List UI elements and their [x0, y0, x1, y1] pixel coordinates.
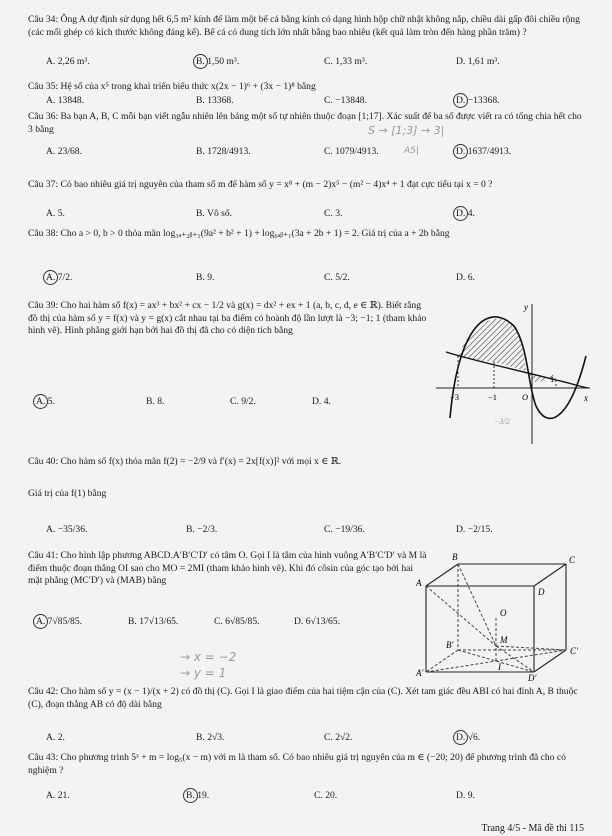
q34-option-b: B. 1,50 m³. — [196, 56, 240, 67]
q38-option-d: D. 6. — [456, 272, 475, 283]
handwritten-note: S → [1;3] → 3| — [368, 124, 445, 137]
vertex-label: D′ — [528, 673, 537, 682]
answer-circle-mark — [453, 144, 468, 159]
q42-option-c: C. 2√2. — [324, 732, 353, 743]
segment — [496, 646, 566, 650]
y-axis-label: y — [524, 302, 528, 312]
question-40-text: Câu 40: Cho hàm số f(x) thỏa mãn f(2) = −2/9 và f′(x) = 2x[f(x)]² với mọi x ∈ ℝ. — [28, 456, 342, 467]
answer-circle-mark — [193, 54, 208, 69]
q35-option-d: D. −13368. — [456, 95, 500, 106]
question-39 — [28, 300, 428, 338]
q35-option-b: B. 13368. — [196, 95, 234, 106]
question-34 — [28, 14, 588, 39]
tick-label: −1 — [488, 392, 498, 402]
question-34-text: Câu 34: Ông A dự định sử dụng hết 6,5 m² kính để làm một bể cá bằng kính có dạng hình hộp chữ nhật không nắp, chiều dài gấp đôi chiều rộng (các mối ghép có kích thước không đáng kể). Bể cá có dung tích lớn nhất bằng bao nhiêu (kết quả làm tròn đến hàng phần trăm) ? — [28, 14, 580, 38]
q39-option-c: C. 9/2. — [230, 396, 256, 407]
segment — [458, 564, 496, 646]
vertex-label: D — [538, 587, 545, 597]
question-35-text: Câu 35: Hệ số của x⁵ trong khai triển biểu thức x(2x − 1)⁶ + (3x − 1)⁸ bằng — [28, 81, 316, 92]
q39-option-d: D. 4. — [312, 396, 331, 407]
question-37-text: Câu 37: Có bao nhiêu giá trị nguyên của tham số m để hàm số y = x⁸ + (m − 2)x⁵ − (m² − 4)x⁴ + 1 đạt cực tiểu tại x = 0 ? — [28, 179, 493, 190]
vertex-label: B — [452, 552, 458, 562]
q41-option-d: D. 6√13/65. — [294, 616, 341, 627]
hidden-edge — [426, 650, 458, 672]
answer-circle-mark — [453, 206, 468, 221]
q42-option-d: D. √6. — [456, 732, 481, 743]
cube-edge — [534, 564, 566, 586]
q42-option-b: B. 2√3. — [196, 732, 225, 743]
q40-option-c: C. −19/36. — [324, 524, 365, 535]
q38-option-c: C. 5/2. — [324, 272, 350, 283]
question-36-text: Câu 36: Ba bạn A, B, C mỗi bạn viết ngẫu nhiên lên bảng một số tự nhiên thuộc đoạn [1;17]. Xác suất để ba số được viết ra có tổng chia hết cho 3 bằng — [28, 111, 582, 135]
vertex-label: O — [500, 608, 507, 618]
x-axis-label: x — [584, 393, 588, 403]
question-42-text: Câu 42: Cho hàm số y = (x − 1)/(x + 2) có đồ thị (C). Gọi I là giao điểm của hai tiệm cận của (C). Xét tam giác đều ABI có hai đỉnh A, B thuộc (C), đoạn thẳng AB có độ dài bằng — [28, 686, 578, 710]
vertex-label: A — [416, 578, 422, 588]
answer-circle-mark — [33, 614, 48, 629]
q42-option-a: A. 2. — [46, 732, 65, 743]
q35-option-c: C. −13848. — [324, 95, 367, 106]
vertex-label: M — [500, 635, 508, 645]
q38-option-b: B. 9. — [196, 272, 215, 283]
cube-edge — [426, 564, 458, 586]
q41-option-b: B. 17√13/65. — [128, 616, 179, 627]
q36-option-c: C. 1079/4913. — [324, 146, 379, 157]
cube-edge — [534, 650, 566, 672]
answer-circle-mark — [43, 270, 58, 285]
question-38-text: Câu 38: Cho a > 0, b > 0 thỏa mãn log₃ₐ₊₂ᵦ₊₁(9a² + b² + 1) + log₆ₐᵦ₊₁(3a + 2b + 1) = 2. Giá trị của a + 2b bằng — [28, 228, 450, 239]
q36-option-b: B. 1728/4913. — [196, 146, 251, 157]
origin-label: O — [522, 392, 529, 402]
answer-circle-mark — [183, 788, 198, 803]
vertex-label: A′ — [416, 668, 424, 678]
q34-option-a: A. 2,26 m³. — [46, 56, 90, 67]
q38-option-a: A. 7/2. — [46, 272, 73, 283]
answer-circle-mark — [453, 730, 468, 745]
q37-option-a: A. 5. — [46, 208, 65, 219]
question-41 — [28, 550, 428, 588]
q37-option-d: D. 4. — [456, 208, 475, 219]
q37-option-c: C. 3. — [324, 208, 343, 219]
question-35 — [28, 81, 588, 94]
q40-option-a: A. −35/36. — [46, 524, 88, 535]
handwritten-note: → y = 1 — [180, 666, 227, 680]
page-footer: Trang 4/5 - Mã đề thi 115 — [481, 823, 584, 834]
q40-option-b: B. −2/3. — [186, 524, 218, 535]
tick-label: 1 — [550, 374, 555, 384]
question-42 — [28, 686, 588, 711]
q41-cube-figure — [414, 550, 598, 682]
vertex-label: C — [569, 555, 576, 565]
q41-option-c: C. 6√85/85. — [214, 616, 260, 627]
q37-option-b: B. Vô số. — [196, 208, 233, 219]
vertex-label: I — [498, 662, 501, 672]
question-39-text: Câu 39: Cho hai hàm số f(x) = ax³ + bx² + cx − 1/2 và g(x) = dx² + ex + 1 (a, b, c, d, e ∈ ℝ). Biết rằng đồ thị của hàm số y = f(x) và y = g(x) cắt nhau tại ba điểm có hoành độ lần lượt là −3; −1; 1 (tham khảo hình vẽ). Hình phẳng giới hạn bởi hai đồ thị đã cho có diện tích bằng — [28, 300, 427, 337]
q34-option-d: D. 1,61 m³. — [456, 56, 500, 67]
handwritten-note: −3/2 — [494, 417, 510, 426]
q43-option-a: A. 21. — [46, 790, 70, 801]
q39-option-b: B. 8. — [146, 396, 165, 407]
q40-option-d: D. −2/15. — [456, 524, 493, 535]
q43-option-b: B. 19. — [186, 790, 210, 801]
vertex-label: B′ — [446, 640, 454, 650]
vertex-label: C′ — [570, 646, 578, 656]
answer-circle-mark — [33, 394, 48, 409]
handwritten-note: A5| — [404, 146, 419, 156]
q39-option-a: A. 5. — [36, 396, 55, 407]
question-37 — [28, 179, 588, 192]
q35-option-a: A. 13848. — [46, 95, 85, 106]
q43-option-d: D. 9. — [456, 790, 475, 801]
q39-function-graph — [428, 296, 596, 446]
segment — [426, 586, 496, 646]
question-43-text: Câu 43: Cho phương trình 5ˣ + m = log₅(x − m) với m là tham số. Có bao nhiêu giá trị nguyên của m ∈ (−20; 20) để phương trình đã cho có nghiệm ? — [28, 752, 566, 776]
question-43 — [28, 752, 588, 777]
q36-option-d: D. 1637/4913. — [456, 146, 512, 157]
q41-option-a: A. 7√85/85. — [36, 616, 83, 627]
question-40-sub: Giá trị của f(1) bằng — [28, 488, 107, 499]
answer-circle-mark — [453, 93, 468, 108]
handwritten-note: → x = −2 — [180, 650, 237, 664]
question-36 — [28, 111, 588, 136]
q36-option-a: A. 23/68. — [46, 146, 82, 157]
question-40 — [28, 456, 588, 469]
question-38 — [28, 228, 588, 241]
q43-option-c: C. 20. — [314, 790, 338, 801]
question-41-text: Câu 41: Cho hình lập phương ABCD.A′B′C′D′ có tâm O. Gọi I là tâm của hình vuông A′B′C′D′ và M là điểm thuộc đoạn thẳng OI sao cho MO = 2MI (tham khảo hình vẽ). Khi đó côsin của góc tạo bởi hai mặt phẳng (MC′D′) và (MAB) bằng — [28, 550, 427, 587]
region-left — [458, 319, 526, 371]
tick-label: −3 — [450, 392, 460, 402]
q34-option-c: C. 1,33 m³. — [324, 56, 368, 67]
